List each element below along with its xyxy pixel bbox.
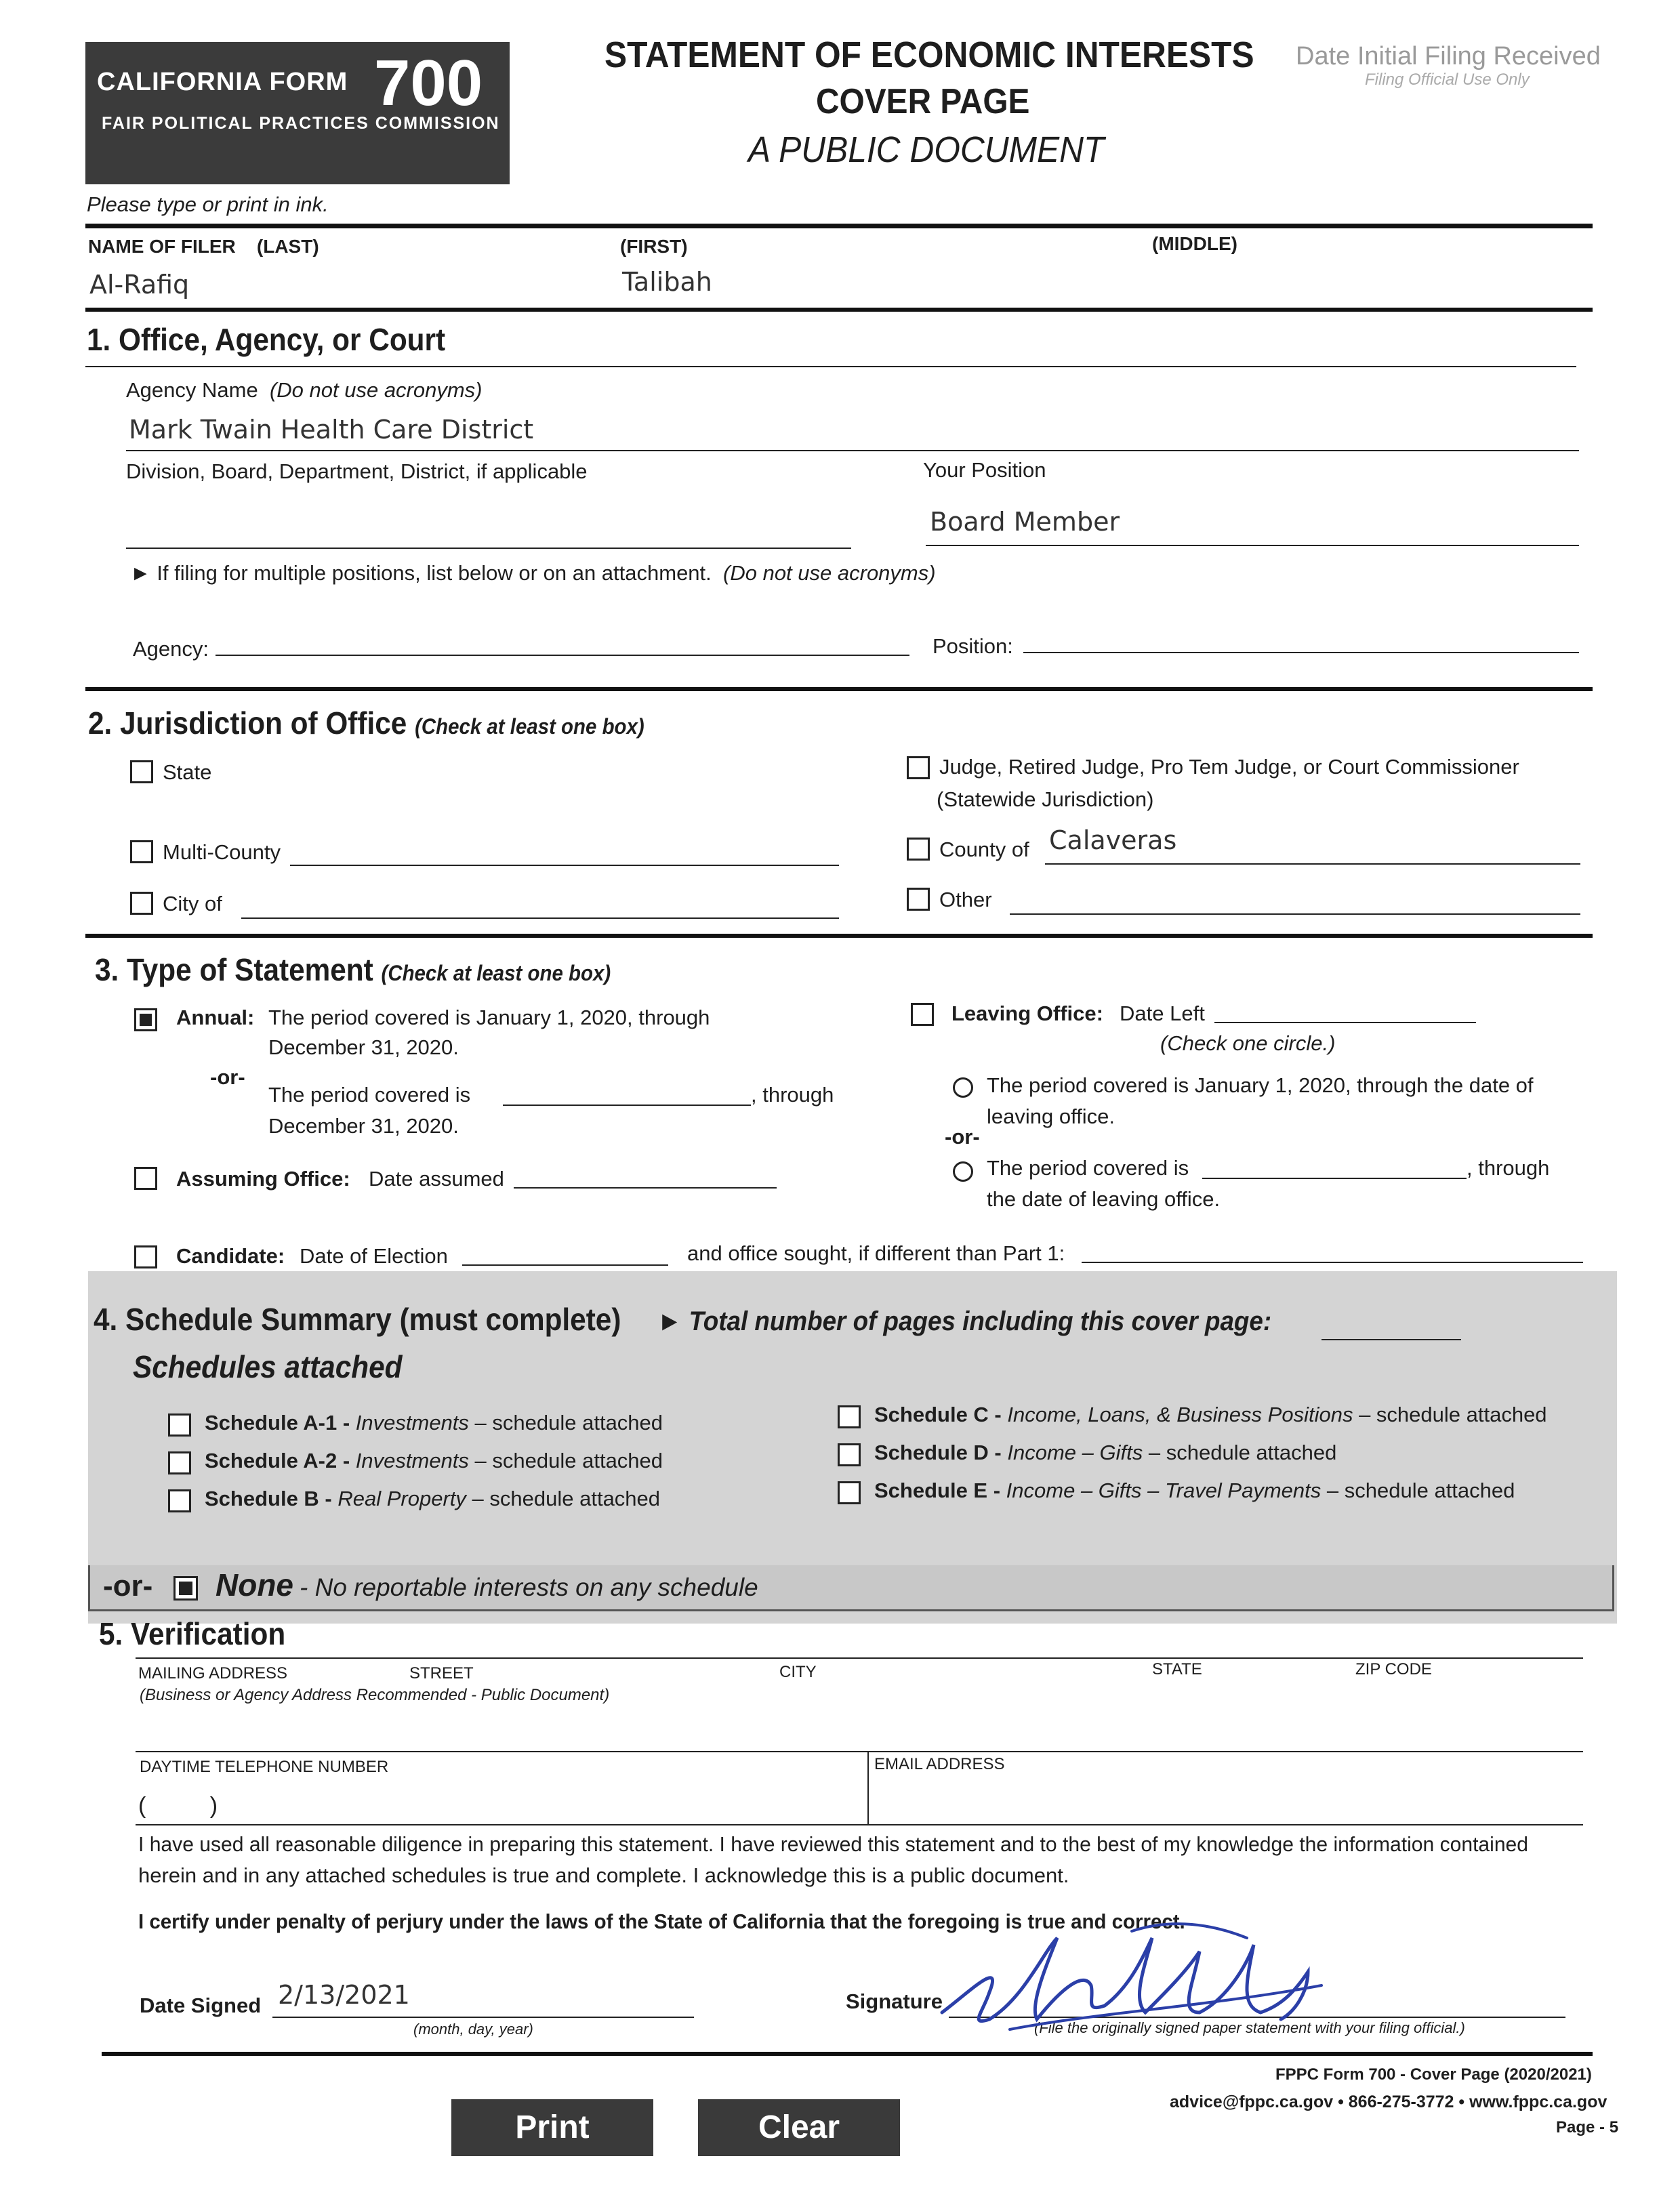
position-field[interactable]: Board Member (930, 507, 1120, 537)
multi-county-checkbox[interactable] (130, 840, 153, 863)
multiple-positions-note (130, 561, 936, 585)
divider (85, 224, 1593, 228)
diligence-text-2: herein and in any attached schedules is true and complete. I acknowledge this is a public document. (138, 1863, 1069, 1887)
schedule-d (874, 1441, 1336, 1465)
first-label: (FIRST) (620, 236, 688, 257)
through-text: , through (751, 1083, 834, 1107)
schedules-attached-label: Schedules attached (133, 1349, 403, 1384)
none-checkbox[interactable] (173, 1576, 198, 1601)
judge-label: Judge, Retired Judge, Pro Tem Judge, or Court Commissioner (939, 755, 1519, 779)
email-field[interactable] (874, 1775, 1583, 1823)
schedule-e-suffix: – schedule attached (1326, 1479, 1515, 1502)
office-sought-text: and office sought, if different than Part 1: (687, 1241, 1065, 1265)
schedule-a2 (205, 1449, 663, 1473)
mailing-note: (Business or Agency Address Recommended - Public Document) (140, 1686, 610, 1704)
multiple-text: If filing for multiple positions, list below or on an attachment. (157, 561, 712, 585)
phone-divider (867, 1751, 869, 1825)
schedule-d-checkbox[interactable] (838, 1443, 861, 1466)
position-label: Your Position (923, 458, 1046, 482)
multi-county-field[interactable] (290, 865, 839, 866)
schedule-a1-suffix: – schedule attached (474, 1411, 663, 1434)
schedule-a2-checkbox[interactable] (168, 1451, 191, 1474)
schedule-b-type: Real Property (337, 1487, 466, 1510)
leaving-option-2-radio[interactable] (953, 1161, 973, 1182)
office-sought-field[interactable] (1082, 1262, 1583, 1263)
date-received-label: Date Initial Filing Received (1296, 42, 1601, 70)
section5-heading: 5. Verification (99, 1616, 286, 1651)
type-instruction: Please type or print in ink. (87, 192, 329, 216)
date-format-note: (month, day, year) (413, 2021, 533, 2038)
leaving-option-1-text-2: leaving office. (987, 1105, 1115, 1128)
last-label: (LAST) (256, 236, 319, 257)
schedule-a1-label: Schedule A-1 - (205, 1411, 350, 1434)
annual-checkbox[interactable] (134, 1008, 157, 1031)
section2-note: (Check at least one box) (415, 714, 644, 739)
county-checkbox[interactable] (907, 838, 930, 861)
agency-line-label: Agency: (133, 637, 209, 661)
last-name-field[interactable]: Al-Rafiq (89, 270, 190, 300)
agency-underline (126, 450, 1579, 451)
form-reference: FPPC Form 700 - Cover Page (2020/2021) (1275, 2065, 1592, 2084)
date-signed-field[interactable]: 2/13/2021 (278, 1980, 410, 2010)
phone-label: DAYTIME TELEPHONE NUMBER (140, 1758, 389, 1776)
middle-label: (MIDDLE) (1152, 233, 1237, 254)
section3-heading (95, 951, 611, 988)
candidate-text: Date of Election (300, 1244, 448, 1268)
zip-label: ZIP CODE (1355, 1660, 1432, 1678)
form-number: 700 (374, 47, 483, 119)
section3-title: 3. Type of Statement (95, 952, 373, 987)
schedule-c-label: Schedule C - (874, 1403, 1002, 1426)
city-checkbox[interactable] (130, 892, 153, 915)
total-pages-field[interactable] (1322, 1339, 1461, 1340)
other-label: Other (939, 888, 992, 911)
leaving-option-2-text-3: the date of leaving office. (987, 1187, 1221, 1211)
divider (85, 366, 1576, 367)
certify-text: I certify under penalty of perjury under the laws of the State of California that the foregoing is true and correct. (138, 1910, 1185, 1933)
judge-note: (Statewide Jurisdiction) (937, 787, 1154, 811)
divider (136, 1657, 1583, 1659)
agency-name-label (126, 378, 483, 402)
signature-label: Signature (846, 1989, 943, 2013)
election-date-field[interactable] (462, 1264, 668, 1266)
filer-label: NAME OF FILER (88, 236, 236, 257)
statement-title: STATEMENT OF ECONOMIC INTERESTS (605, 35, 1254, 75)
schedule-c (874, 1403, 1547, 1427)
assuming-date-field[interactable] (514, 1187, 777, 1189)
total-pages-label (657, 1306, 1271, 1337)
assuming-text: Date assumed (369, 1167, 504, 1191)
leaving-option-1-radio[interactable] (953, 1077, 973, 1098)
page-number: Page - 5 (1556, 2118, 1619, 2137)
schedule-b-suffix: – schedule attached (472, 1487, 661, 1510)
section2-heading (88, 705, 644, 741)
agency-label-text: Agency Name (126, 378, 258, 402)
divider (85, 687, 1593, 691)
schedule-a1-checkbox[interactable] (168, 1413, 191, 1437)
schedule-c-suffix: – schedule attached (1359, 1403, 1547, 1426)
none-label: None (216, 1567, 293, 1603)
dec31-text: December 31, 2020. (268, 1114, 459, 1138)
schedule-e-checkbox[interactable] (838, 1481, 861, 1504)
schedule-e-label: Schedule E - (874, 1479, 1001, 1502)
schedule-b (205, 1487, 660, 1511)
divider (85, 934, 1593, 938)
date-underline (272, 2017, 694, 2018)
schedule-b-checkbox[interactable] (168, 1489, 191, 1512)
mailing-address-field[interactable] (136, 1708, 1583, 1748)
annual-text-2: December 31, 2020. (268, 1035, 459, 1059)
leaving-text: Date Left (1120, 1002, 1205, 1025)
divider (102, 2052, 1593, 2056)
divider (85, 308, 1593, 312)
county-label: County of (939, 838, 1029, 861)
clear-button[interactable]: Clear (698, 2099, 900, 2156)
annual-text-1: The period covered is January 1, 2020, through (268, 1006, 710, 1029)
cover-page-title: COVER PAGE (816, 82, 1030, 121)
mailing-address-label: MAILING ADDRESS (138, 1664, 288, 1683)
leaving-date-field[interactable] (1214, 1022, 1476, 1023)
city-field[interactable] (241, 917, 839, 919)
judge-checkbox[interactable] (907, 756, 930, 779)
position-underline (926, 545, 1579, 546)
or-label-2: -or- (945, 1125, 980, 1149)
candidate-label: Candidate: (176, 1244, 285, 1268)
annual-label: Annual: (176, 1006, 255, 1029)
schedule-a2-type: Investments (355, 1449, 469, 1472)
schedule-a2-suffix: – schedule attached (474, 1449, 663, 1472)
date-signed-label: Date Signed (140, 1994, 262, 2017)
multiple-note: (Do not use acronyms) (723, 561, 936, 585)
divider (136, 1824, 1583, 1825)
additional-agency-field[interactable] (216, 655, 909, 656)
schedule-d-label: Schedule D - (874, 1441, 1002, 1464)
schedule-a1-type: Investments (355, 1411, 469, 1434)
phone-field[interactable]: ( ) (138, 1793, 218, 1819)
leaving-period-field[interactable] (1202, 1178, 1467, 1179)
city-label: CITY (779, 1663, 817, 1681)
none-text: - No reportable interests on any schedule (300, 1573, 758, 1601)
contact-info: advice@fppc.ca.gov • 866-275-3772 • www.fppc.ca.gov (1170, 2092, 1607, 2111)
form-title-prefix: CALIFORNIA FORM (97, 68, 348, 96)
street-label: STREET (409, 1664, 474, 1683)
section4-heading: 4. Schedule Summary (must complete) (94, 1302, 621, 1337)
triangle-icon: ► (657, 1306, 682, 1336)
divider (136, 1751, 1583, 1752)
schedule-c-type: Income, Loans, & Business Positions (1007, 1403, 1353, 1426)
email-label: EMAIL ADDRESS (874, 1755, 1005, 1773)
assuming-checkbox[interactable] (134, 1167, 157, 1190)
division-field[interactable] (126, 548, 851, 549)
position-line-label: Position: (933, 634, 1013, 658)
agency-name-field[interactable]: Mark Twain Health Care District (129, 415, 534, 445)
check-one-circle: (Check one circle.) (1160, 1031, 1336, 1055)
multi-county-label: Multi-County (163, 840, 281, 864)
public-document-title: A PUBLIC DOCUMENT (748, 129, 1105, 170)
leaving-option-2-text: The period covered is (987, 1156, 1189, 1180)
agency-note: (Do not use acronyms) (269, 378, 483, 402)
schedule-e (874, 1479, 1515, 1503)
or-label-1: -or- (210, 1065, 245, 1089)
county-field[interactable]: Calaveras (1049, 825, 1177, 855)
state-label-address: STATE (1152, 1660, 1202, 1678)
assuming-label: Assuming Office: (176, 1167, 350, 1191)
schedule-d-type: Income – Gifts (1007, 1441, 1143, 1464)
section2-title: 2. Jurisdiction of Office (88, 705, 407, 741)
handwritten-signature[interactable] (928, 1911, 1349, 2046)
period-date-field[interactable] (503, 1105, 751, 1106)
schedule-b-label: Schedule B - (205, 1487, 332, 1510)
state-checkbox[interactable] (130, 760, 153, 783)
leaving-option-2-through: , through (1467, 1156, 1550, 1180)
name-of-filer-label (88, 236, 319, 257)
commission-name: FAIR POLITICAL PRACTICES COMMISSION (102, 114, 500, 133)
schedule-e-type: Income – Gifts – Travel Payments (1006, 1479, 1322, 1502)
leaving-label: Leaving Office: (951, 1002, 1103, 1025)
schedule-c-checkbox[interactable] (838, 1405, 861, 1428)
additional-position-field[interactable] (1023, 652, 1579, 653)
triangle-icon: ► (130, 561, 151, 585)
section3-note: (Check at least one box) (381, 961, 611, 985)
print-button[interactable]: Print (451, 2099, 653, 2156)
county-underline (1045, 863, 1580, 865)
leaving-option-1-text: The period covered is January 1, 2020, through the date of (987, 1073, 1534, 1097)
first-name-field[interactable]: Talibah (622, 267, 712, 297)
signature-note: (File the originally signed paper statement with your filing official.) (1034, 2019, 1465, 2036)
section1-heading: 1. Office, Agency, or Court (87, 322, 446, 357)
division-label: Division, Board, Department, District, if applicable (126, 459, 588, 483)
diligence-text-1: I have used all reasonable diligence in preparing this statement. I have reviewed this statement and to the best of my knowledge the information contained (138, 1832, 1529, 1856)
none-or-label: -or- (103, 1569, 153, 1603)
period-text: The period covered is (268, 1083, 471, 1107)
total-pages-text: Total number of pages including this cover page: (689, 1306, 1272, 1336)
schedule-a2-label: Schedule A-2 - (205, 1449, 350, 1472)
candidate-checkbox[interactable] (134, 1245, 157, 1268)
other-field[interactable] (1010, 913, 1580, 915)
state-label: State (163, 760, 212, 784)
schedule-d-suffix: – schedule attached (1148, 1441, 1337, 1464)
schedule-a1 (205, 1411, 663, 1435)
city-label: City of (163, 892, 222, 915)
leaving-checkbox[interactable] (911, 1003, 934, 1026)
official-use-label: Filing Official Use Only (1365, 70, 1530, 89)
other-checkbox[interactable] (907, 888, 930, 911)
